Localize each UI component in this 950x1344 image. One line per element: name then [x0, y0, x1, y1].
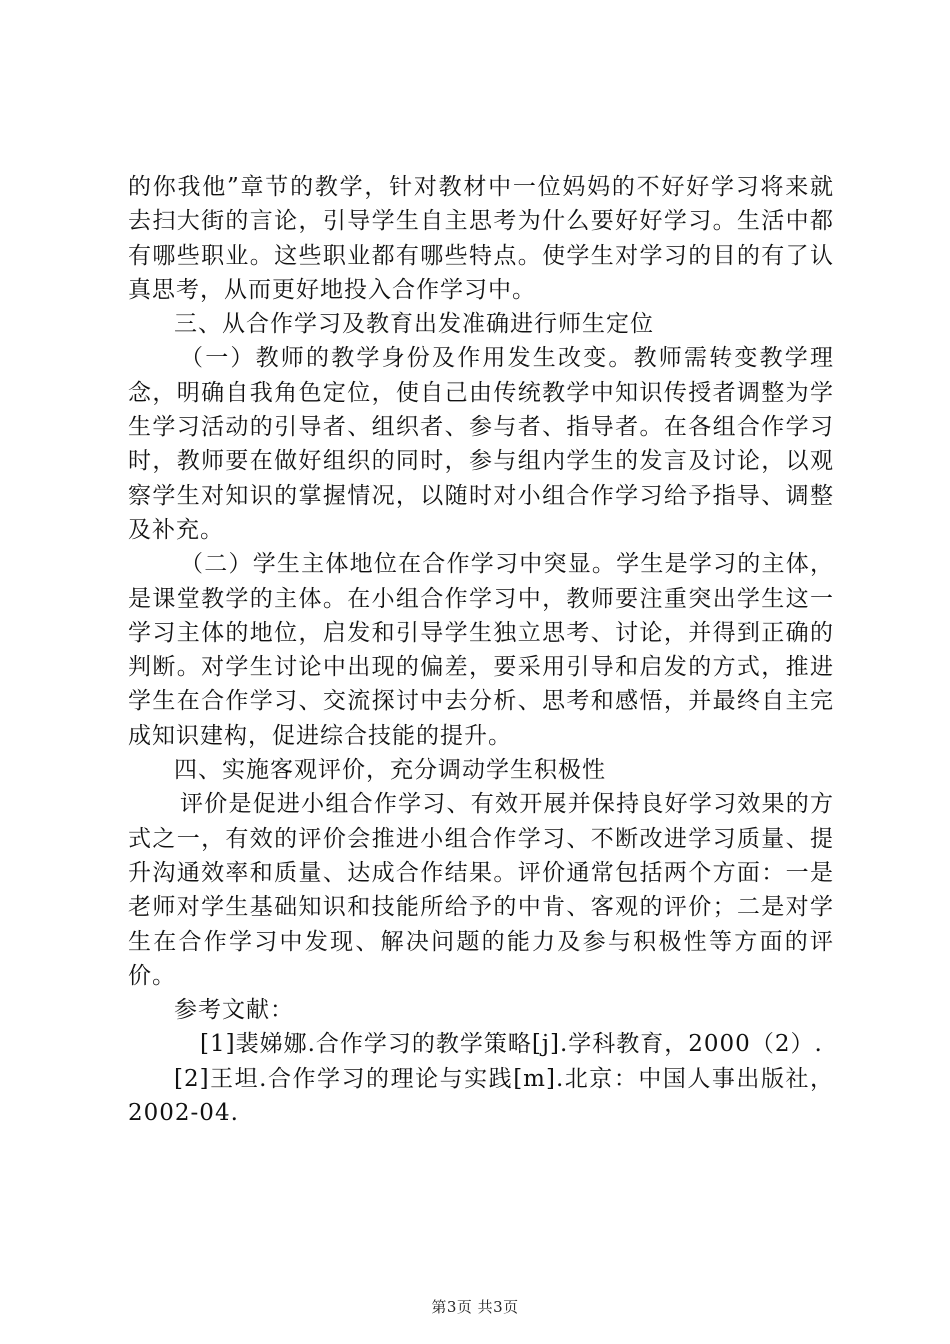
section-heading-four: 四、实施客观评价，充分调动学生积极性: [174, 757, 606, 784]
paragraph-teacher-role: （一）教师的教学身份及作用发生改变。教师需转变教学理念，明确自我角色定位，使自己由传统教学中知识传授者调整为学生学习活动的引导者、组织者、参与者、指导者。在各组合作学习时，教师要在做好组织的同时，参与组内学生的发言及讨论，以观察学生对知识的掌握情况，以随时对小组合作学习给予指导、调整及补充。: [128, 345, 834, 543]
page-number-footer: 第3页 共3页: [431, 1298, 519, 1316]
paragraph-continuation: 的你我他”章节的教学，针对教材中一位妈妈的不好好学习将来就去扫大街的言论，引导学生自主思考为什么要好好学习。生活中都有哪些职业。这些职业都有哪些特点。使学生对学习的目的有了认真思考，从而更好地投入合作学习中。: [128, 174, 834, 303]
paragraph-student-role: （二）学生主体地位在合作学习中突显。学生是学习的主体，是课堂教学的主体。在小组合作学习中，教师要注重突出学生这一学习主体的地位，启发和引导学生独立思考、讨论，并得到正确的判断。对学生讨论中出现的偏差，要采用引导和启发的方式，推进学生在合作学习、交流探讨中去分析、思考和感悟，并最终自主完成知识建构，促进综合技能的提升。: [128, 551, 834, 749]
paragraph-evaluation: 评价是促进小组合作学习、有效开展并保持良好学习效果的方式之一，有效的评价会推进小组合作学习、不断改进学习质量、提升沟通效率和质量、达成合作结果。评价通常包括两个方面：一是老师对学生基础知识和技能所给予的中肯、客观的评价；二是对学生在合作学习中发现、解决问题的能力及参与积极性等方面的评价。: [128, 791, 834, 989]
document-body: [128, 170, 834, 1130]
section-heading-three: 三、从合作学习及教育出发准确进行师生定位: [174, 311, 654, 338]
references-heading: 参考文献：: [174, 997, 294, 1024]
reference-item-2: [2]王坦.合作学习的理论与实践[m].北京：中国人事出版社，2002-04.: [128, 1065, 834, 1127]
reference-item-1: [1]裴娣娜.合作学习的教学策略[j].学科教育，2000（2）.: [200, 1031, 823, 1058]
